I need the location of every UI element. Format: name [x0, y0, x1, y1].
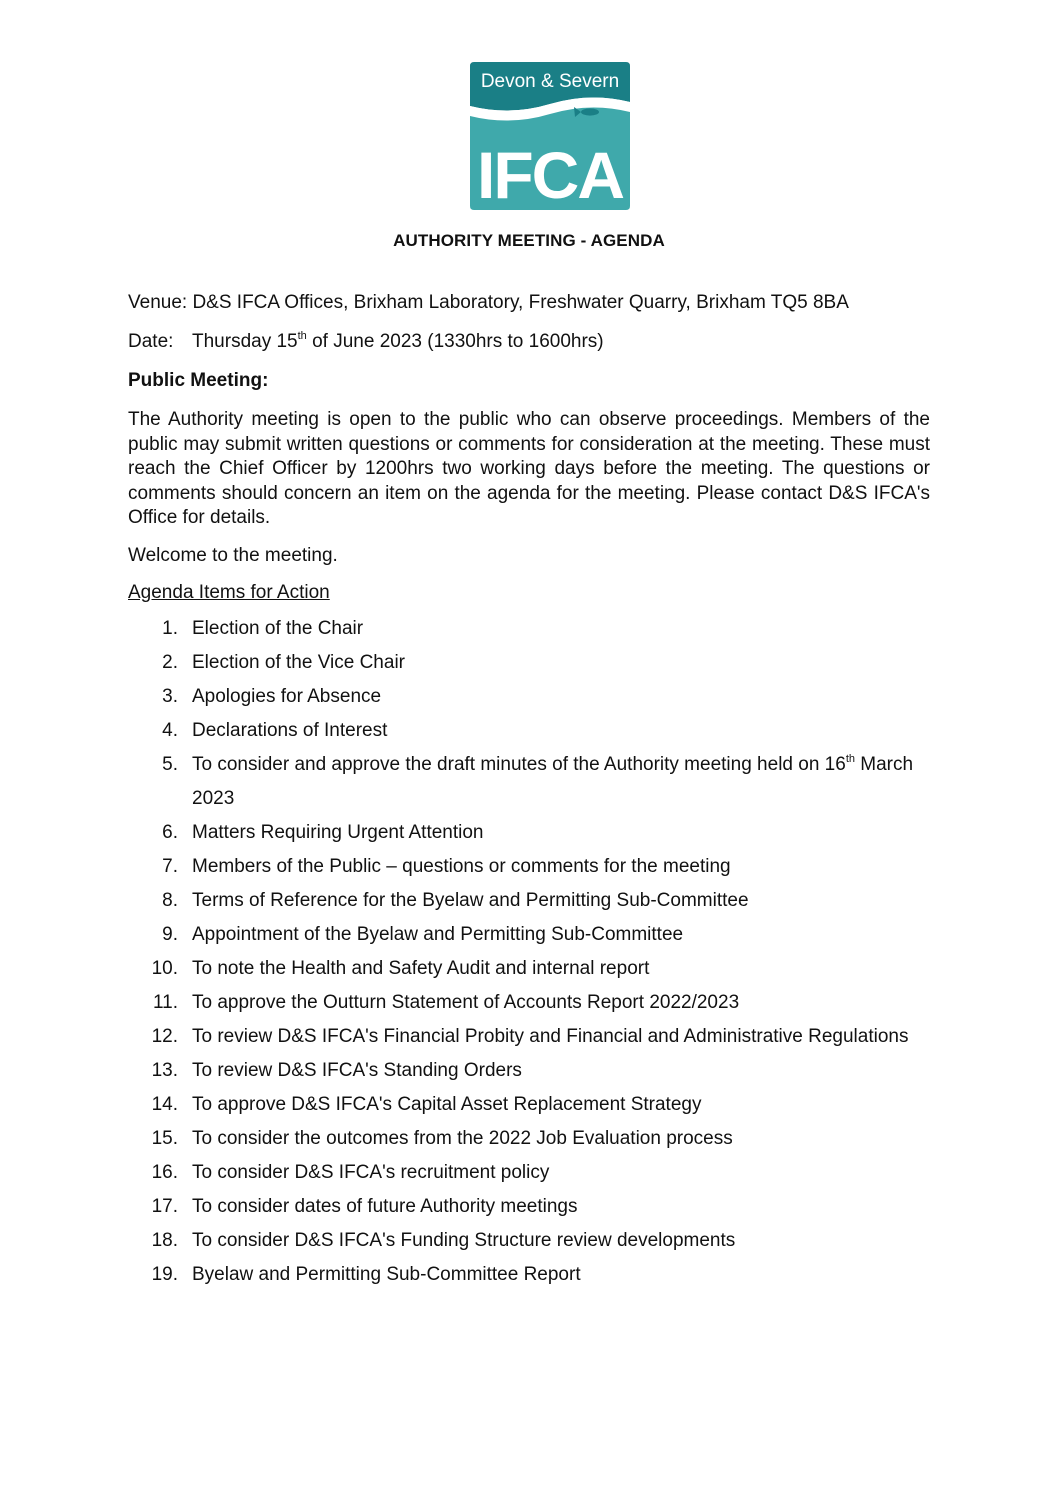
agenda-item-text: Members of the Public – questions or comments for the meeting — [192, 856, 731, 877]
agenda-item-text: To approve D&S IFCA's Capital Asset Replacement Strategy — [192, 1094, 702, 1115]
agenda-item-number: 16. — [151, 1162, 178, 1183]
agenda-item-number: 12. — [151, 1026, 178, 1047]
date-value-post: of June 2023 (1330hrs to 1600hrs) — [306, 331, 604, 352]
public-meeting-paragraph: The Authority meeting is open to the public who can observe proceedings. Members of the public may submit written questions or comments for consideration at the meeting. These must reach the Chief Officer by 1200hrs two working days before the meeting. The questions or comments should concern an item on the agenda for the meeting. Please contact D&S IFCA's Office for details. — [128, 409, 930, 528]
agenda-item-text: Election of the Chair — [192, 618, 364, 639]
agenda-item-text: To note the Health and Safety Audit and internal report — [192, 958, 650, 979]
venue-line: Venue: D&S IFCA Offices, Brixham Laboratory, Freshwater Quarry, Brixham TQ5 8BA — [128, 292, 849, 313]
agenda-item-number: 13. — [151, 1060, 178, 1081]
agenda-item-text: To review D&S IFCA's Financial Probity and Financial and Administrative Regulations — [192, 1026, 909, 1047]
agenda-item-text: Appointment of the Byelaw and Permitting Sub-Committee — [192, 924, 684, 945]
ifca-logo — [470, 62, 630, 210]
public-meeting-heading: Public Meeting: — [128, 370, 269, 391]
agenda-item-number: 8. — [162, 890, 178, 911]
date-suffix: th — [297, 330, 307, 342]
agenda-item-number: 18. — [151, 1230, 178, 1251]
agenda-item-text-pre: To consider and approve the draft minutes of the Authority meeting held on 16 — [192, 754, 846, 775]
agenda-item — [0, 755, 1058, 823]
date-line — [128, 331, 604, 353]
agenda-item-number: 19. — [151, 1264, 178, 1285]
logo-top-text: Devon & Severn — [480, 71, 620, 92]
agenda-item-number: 17. — [151, 1196, 178, 1217]
agenda-item-number: 6. — [162, 822, 178, 843]
agenda-item-number: 10. — [151, 958, 178, 979]
date-label: Date: — [128, 331, 174, 352]
document-title: AUTHORITY MEETING - AGENDA — [393, 231, 665, 250]
agenda-item — [0, 1265, 1058, 1299]
agenda-item-number: 7. — [162, 856, 178, 877]
agenda-item-number: 3. — [162, 686, 178, 707]
agenda-item-number: 11. — [152, 992, 178, 1013]
agenda-heading: Agenda Items for Action — [128, 582, 330, 603]
agenda-item-number: 15. — [151, 1128, 178, 1149]
agenda-item-text — [192, 748, 932, 816]
agenda-item-text-post: March 2023 — [192, 754, 914, 809]
welcome-line: Welcome to the meeting. — [128, 545, 338, 566]
agenda-item-number: 5. — [162, 754, 178, 775]
agenda-item-text: Terms of Reference for the Byelaw and Permitting Sub-Committee — [192, 890, 749, 911]
agenda-item-number: 4. — [162, 720, 178, 741]
logo-main-text: IFCA — [477, 138, 623, 210]
agenda-list — [0, 619, 1058, 1299]
agenda-item-text: Matters Requiring Urgent Attention — [192, 822, 484, 843]
agenda-item-text: Declarations of Interest — [192, 720, 388, 741]
agenda-item-text: Byelaw and Permitting Sub-Committee Report — [192, 1264, 581, 1285]
agenda-item-text: To approve the Outturn Statement of Accounts Report 2022/2023 — [192, 992, 740, 1013]
agenda-item-text: Election of the Vice Chair — [192, 652, 405, 673]
agenda-item-text: To consider dates of future Authority meetings — [192, 1196, 578, 1217]
agenda-item-number: 2. — [162, 652, 178, 673]
agenda-item-suffix: th — [845, 753, 855, 765]
agenda-item-text: Apologies for Absence — [192, 686, 382, 707]
date-value-pre: Thursday 15 — [192, 331, 298, 352]
agenda-item-text: To review D&S IFCA's Standing Orders — [192, 1060, 522, 1081]
agenda-item-number: 9. — [162, 924, 178, 945]
agenda-item-number: 1. — [162, 618, 178, 639]
agenda-item-text: To consider the outcomes from the 2022 Job Evaluation process — [192, 1128, 733, 1149]
agenda-item-number: 14. — [151, 1094, 178, 1115]
agenda-item-text: To consider D&S IFCA's Funding Structure review developments — [192, 1230, 736, 1251]
agenda-item-text: To consider D&S IFCA's recruitment policy — [192, 1162, 550, 1183]
